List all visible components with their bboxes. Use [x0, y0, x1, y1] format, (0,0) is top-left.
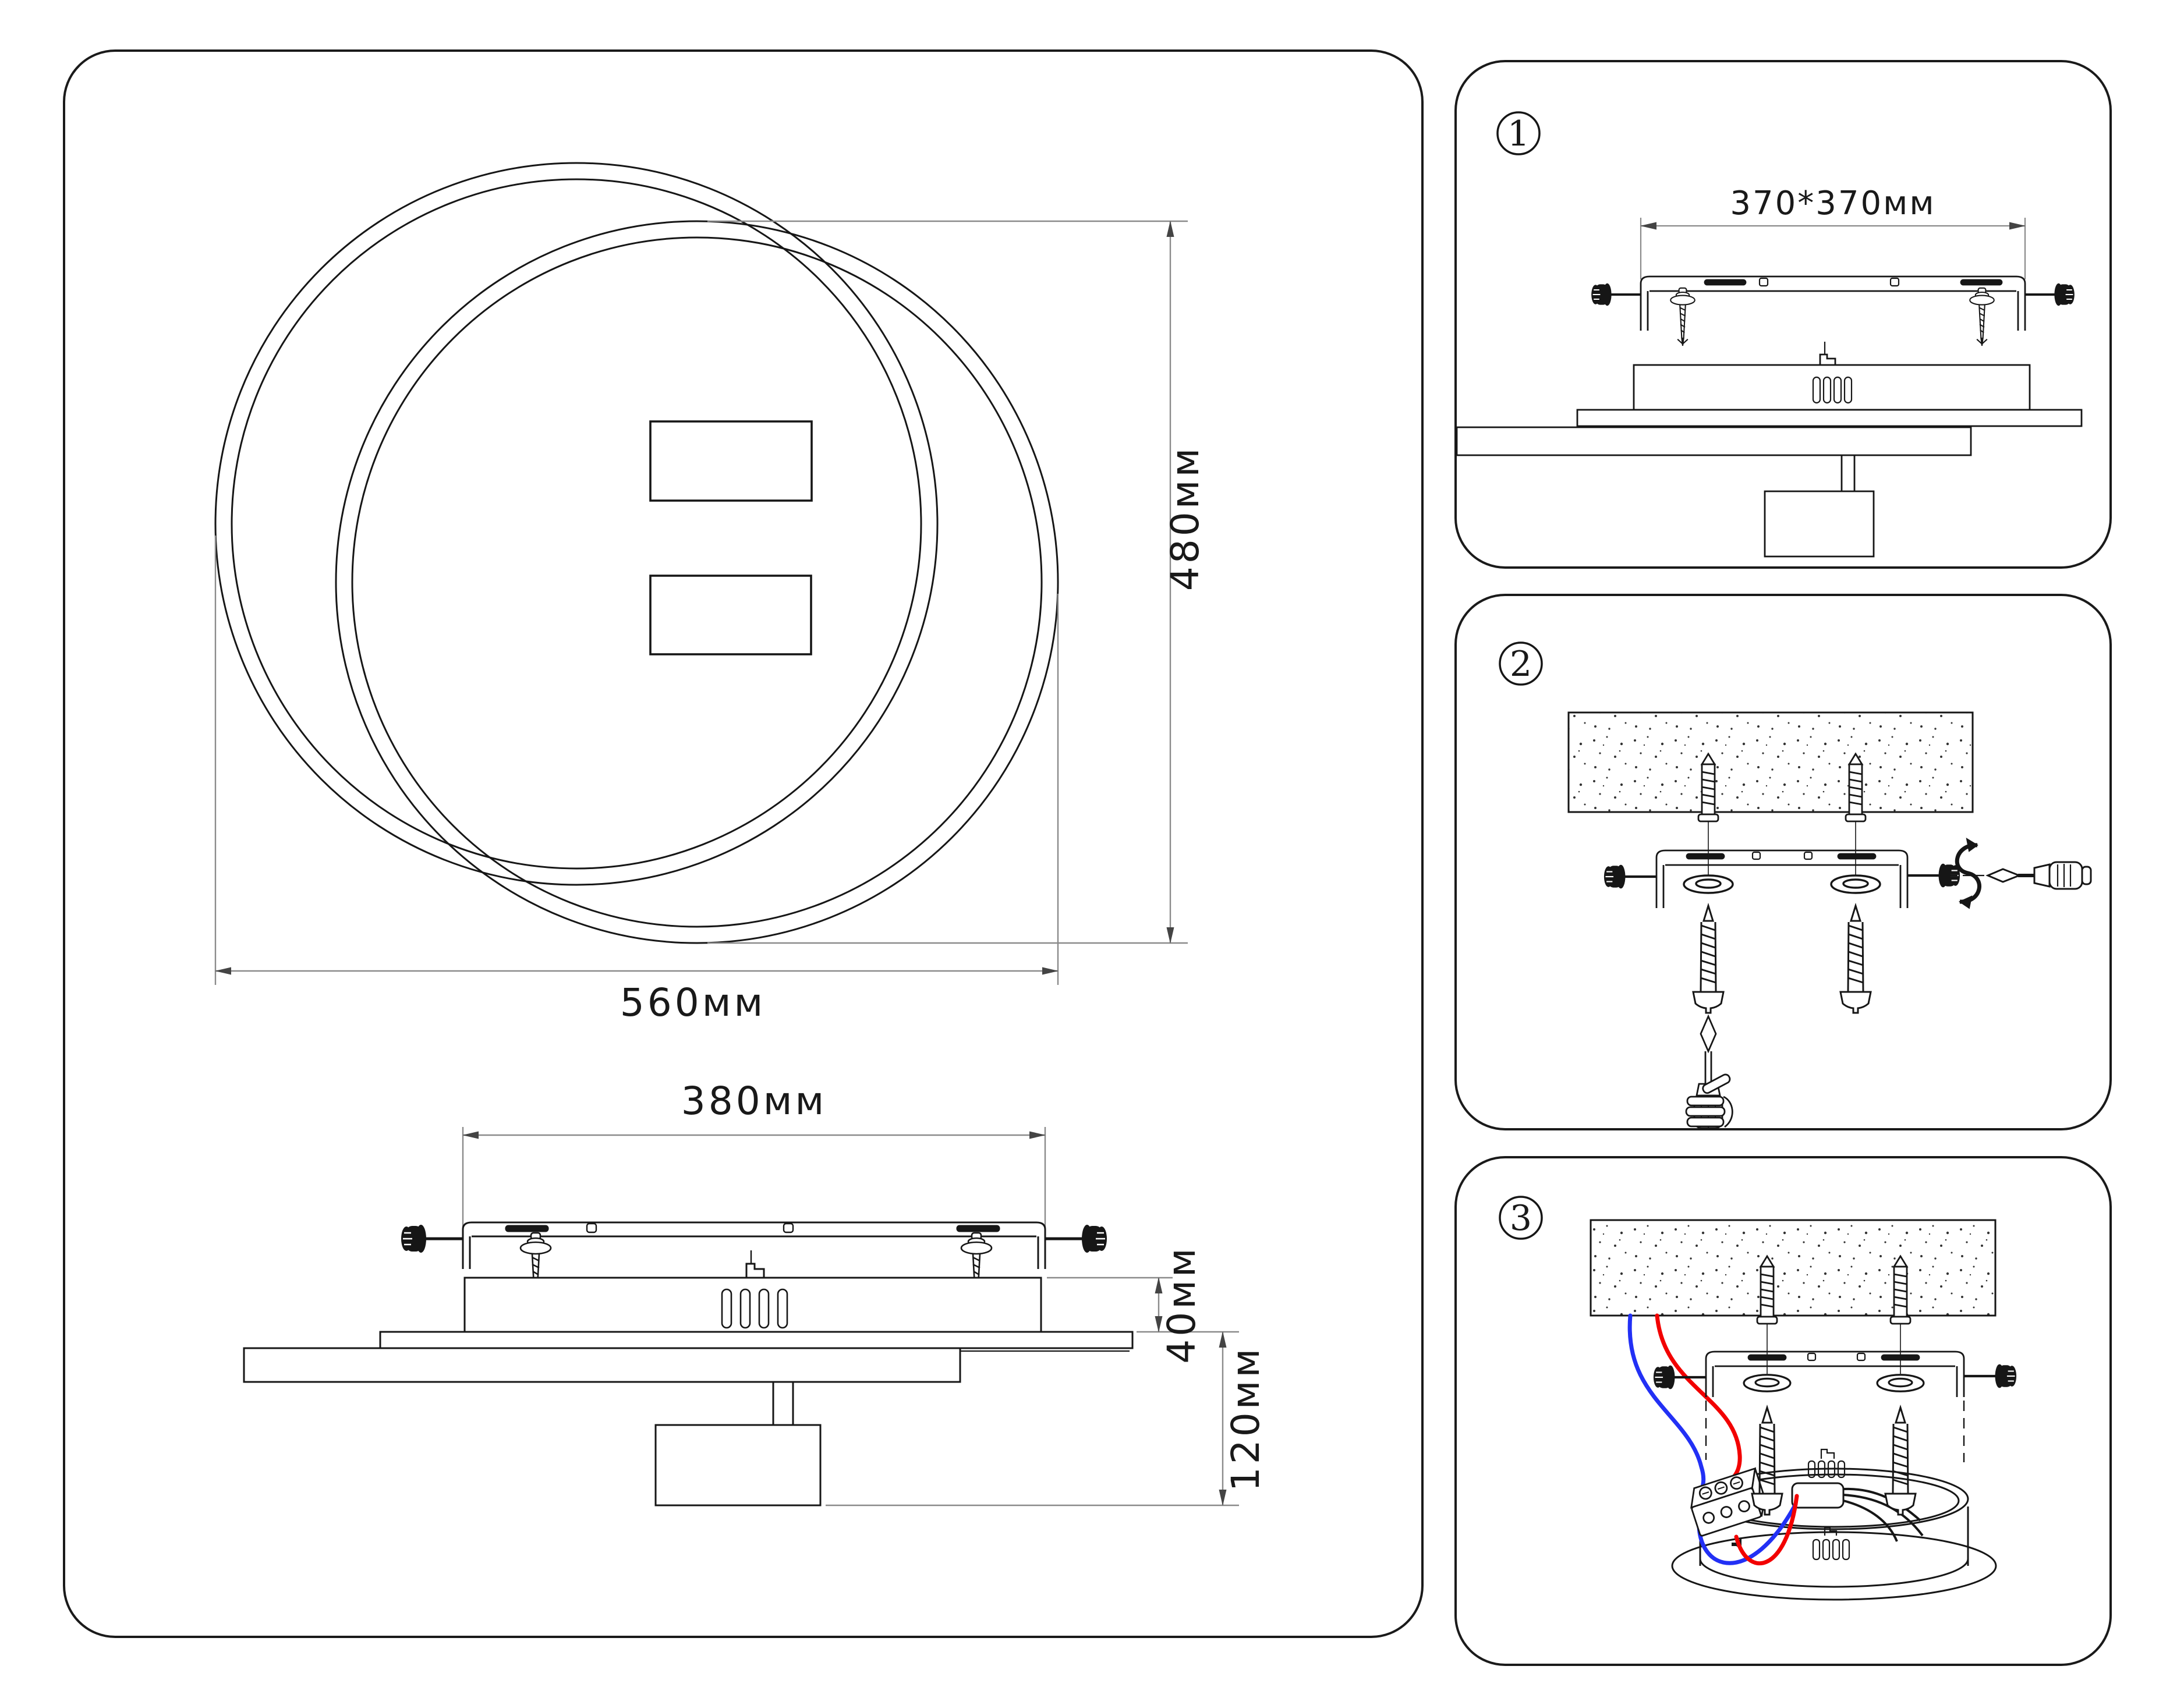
washer-icon [1684, 875, 1733, 893]
wall-anchor-icon [1698, 754, 1718, 821]
dim-label-380: 380мм [681, 1079, 827, 1123]
dim-label-120: 120мм [1223, 1345, 1268, 1492]
driver-box [656, 1425, 820, 1505]
center-module-1 [650, 421, 812, 501]
bracket-slot [506, 1226, 548, 1231]
step-2-border [1456, 595, 2111, 1129]
washer-icon [1877, 1375, 1924, 1392]
washer-icon [1744, 1375, 1790, 1392]
bracket-slot [957, 1226, 999, 1231]
dim-label-560: 560мм [620, 980, 766, 1025]
ceiling-slab [1591, 1220, 1995, 1316]
step-1-dimension-label: 370*370мм [1730, 185, 1936, 222]
step-1-panel [1456, 61, 2111, 568]
step-2-panel [1456, 595, 2111, 1129]
dim-label-480: 480мм [1163, 445, 1208, 591]
finger [1687, 1118, 1723, 1126]
dim-label-40: 40мм [1159, 1245, 1204, 1364]
wall-anchor-icon [1757, 1256, 1777, 1324]
ceiling-slab [1569, 712, 1973, 812]
step-3-number: 3 [1509, 1198, 1532, 1239]
wall-anchor-icon [1891, 1256, 1910, 1324]
dimensions-panel [64, 51, 1422, 1637]
wire-connector [1792, 1483, 1843, 1508]
light-ring-plate-upper [380, 1332, 1132, 1348]
step-3-panel [1456, 1157, 2111, 1665]
finger [1686, 1107, 1725, 1116]
wall-anchor-icon [1846, 754, 1866, 821]
finger [1687, 1097, 1723, 1105]
step-1-number: 1 [1507, 114, 1530, 154]
light-ring-plate-lower [244, 1348, 960, 1382]
washer-icon [1831, 875, 1880, 893]
step-2-number: 2 [1509, 644, 1532, 685]
center-module-2 [650, 576, 811, 654]
